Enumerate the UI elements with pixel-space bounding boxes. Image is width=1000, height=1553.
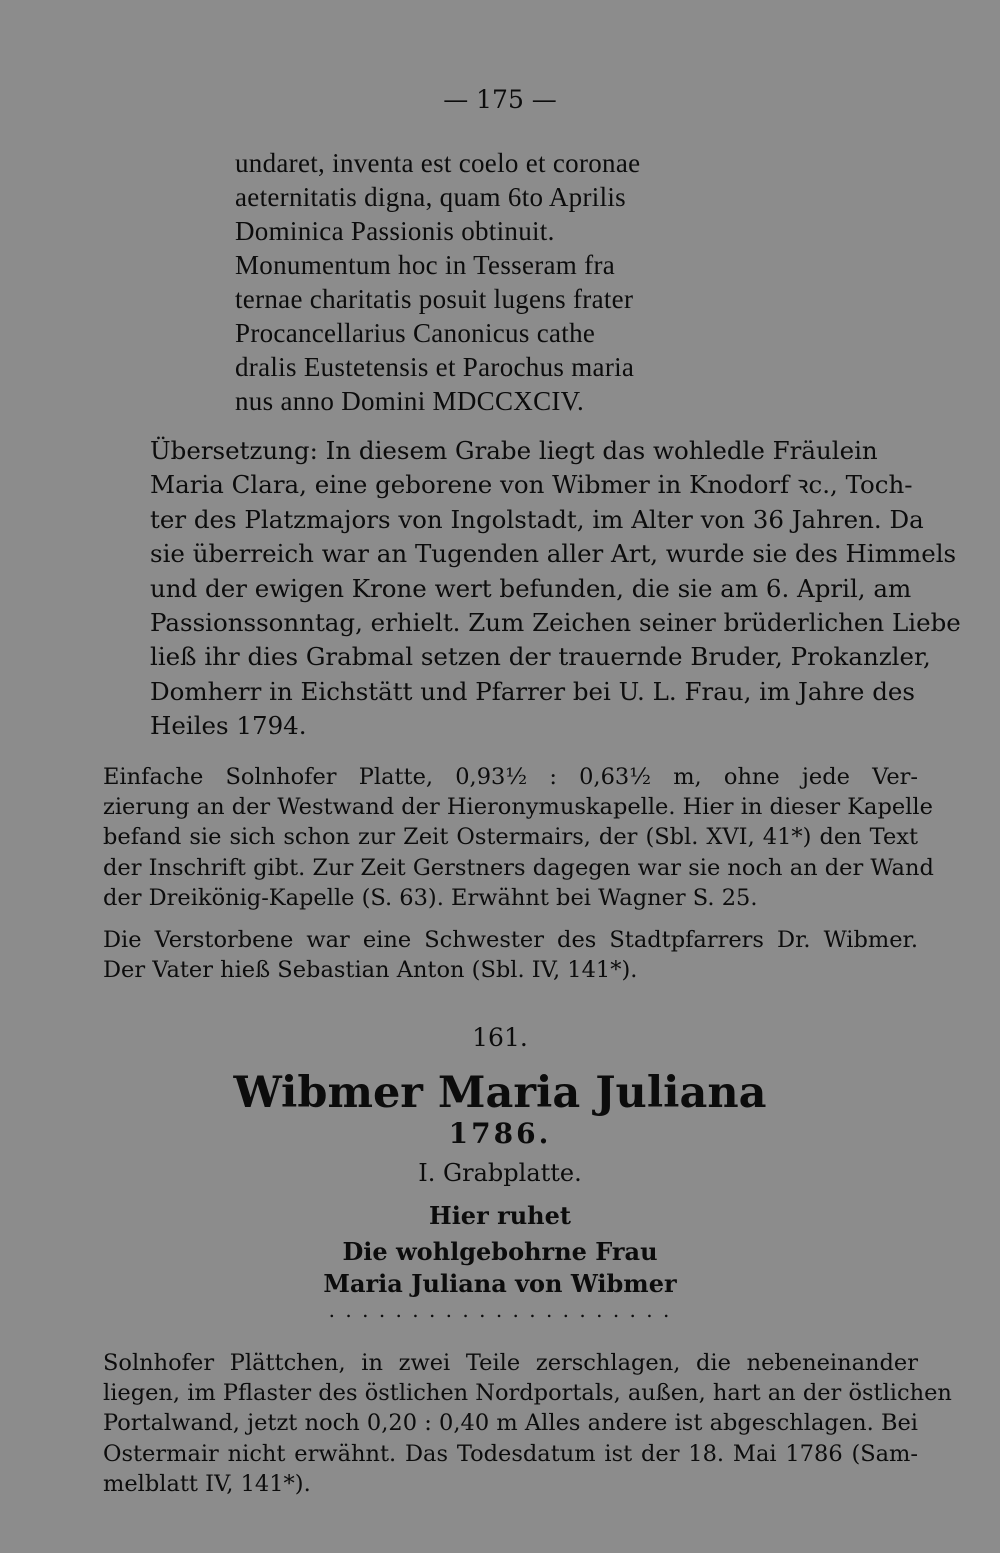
description-paragraph [103, 762, 934, 913]
description-line: der Dreikönig-Kapelle (S. 63). Erwähnt bei Wagner S. 25. [103, 884, 758, 911]
page-number: — 175 — [443, 85, 557, 114]
latin-line: nus anno Domini MDCCXCIV. [235, 386, 585, 416]
translation-line: Passionssonntag, erhielt. Zum Zeichen seiner brüderlichen Liebe [150, 608, 961, 638]
latin-line: ternae charitatis posuit lugens frater [235, 284, 634, 314]
latin-line: Dominica Passionis obtinuit. [235, 216, 555, 246]
inscription-line: Maria Juliana von Wibmer [323, 1269, 677, 1298]
final-line: Portalwand, jetzt noch 0,20 : 0,40 m Alles andere ist abgeschlagen. Bei [103, 1410, 918, 1437]
translation-line: Heiles 1794. [150, 711, 307, 741]
description-line: Einfache Solnhofer Platte, 0,93½ : 0,63½ m, ohne jede Ver- [103, 764, 918, 790]
final-line: liegen, im Pflaster des östlichen Nordportals, außen, hart an der östlichen [103, 1380, 952, 1407]
translation-line: ließ ihr dies Grabmal setzen der trauernde Bruder, Prokanzler, [150, 642, 931, 672]
latin-line: Procancellarius Canonicus cathe [235, 318, 596, 348]
latin-inscription [235, 146, 795, 418]
latin-line: undaret, inventa est coelo et coronae [235, 148, 641, 178]
inscription-line: Die wohlgebohrne Frau [342, 1237, 658, 1266]
ellipsis-divider: . . . . . . . . . . . . . . . . . . . . . [328, 1298, 672, 1322]
translation-line: Maria Clara, eine geborene von Wibmer in Knodorf ꝛc., Toch- [150, 470, 913, 500]
sister-note-line: Der Vater hieß Sebastian Anton (Sbl. IV, 141*). [103, 957, 638, 984]
description-line: befand sie sich schon zur Zeit Ostermairs, der (Sbl. XVI, 41*) den Text [103, 824, 918, 851]
entry-year: 1786. [448, 1117, 552, 1150]
final-line: Ostermair nicht erwähnt. Das Todesdatum ist der 18. Mai 1786 (Sam- [103, 1440, 918, 1467]
latin-line: dralis Eustetensis et Parochus maria [235, 352, 635, 382]
translation-paragraph [150, 434, 961, 744]
sister-note-paragraph [103, 925, 918, 985]
translation-line: Übersetzung: In diesem Grabe liegt das wohledle Fräulein [150, 436, 878, 465]
final-paragraph [103, 1348, 952, 1499]
description-line: zierung an der Westwand der Hieronymuskapelle. Hier in dieser Kapelle [103, 794, 933, 821]
sister-note-line: Die Verstorbene war eine Schwester des Stadtpfarrers Dr. Wibmer. [103, 927, 918, 953]
latin-line: aeternitatis digna, quam 6to Aprilis [235, 182, 626, 212]
entry-number: 161. [472, 1023, 528, 1052]
translation-line: ter des Platzmajors von Ingolstadt, im Alter von 36 Jahren. Da [150, 504, 924, 534]
translation-line: und der ewigen Krone wert befunden, die sie am 6. April, am [150, 573, 912, 603]
translation-line: Domherr in Eichstätt und Pfarrer bei U. L. Frau, im Jahre des [150, 676, 915, 706]
translation-line: sie überreich war an Tugenden aller Art, wurde sie des Himmels [150, 539, 957, 569]
section-label: I. Grabplatte. [418, 1159, 582, 1187]
inscription-line: Hier ruhet [429, 1201, 571, 1230]
entry-title: Wibmer Maria Juliana [233, 1068, 767, 1118]
description-line: der Inschrift gibt. Zur Zeit Gerstners dagegen war sie noch an der Wand [103, 854, 934, 881]
final-line: melblatt IV, 141*). [103, 1470, 311, 1497]
final-line: Solnhofer Plättchen, in zwei Teile zerschlagen, die nebeneinander [103, 1350, 918, 1376]
latin-line: Monumentum hoc in Tesseram fra [235, 250, 616, 280]
